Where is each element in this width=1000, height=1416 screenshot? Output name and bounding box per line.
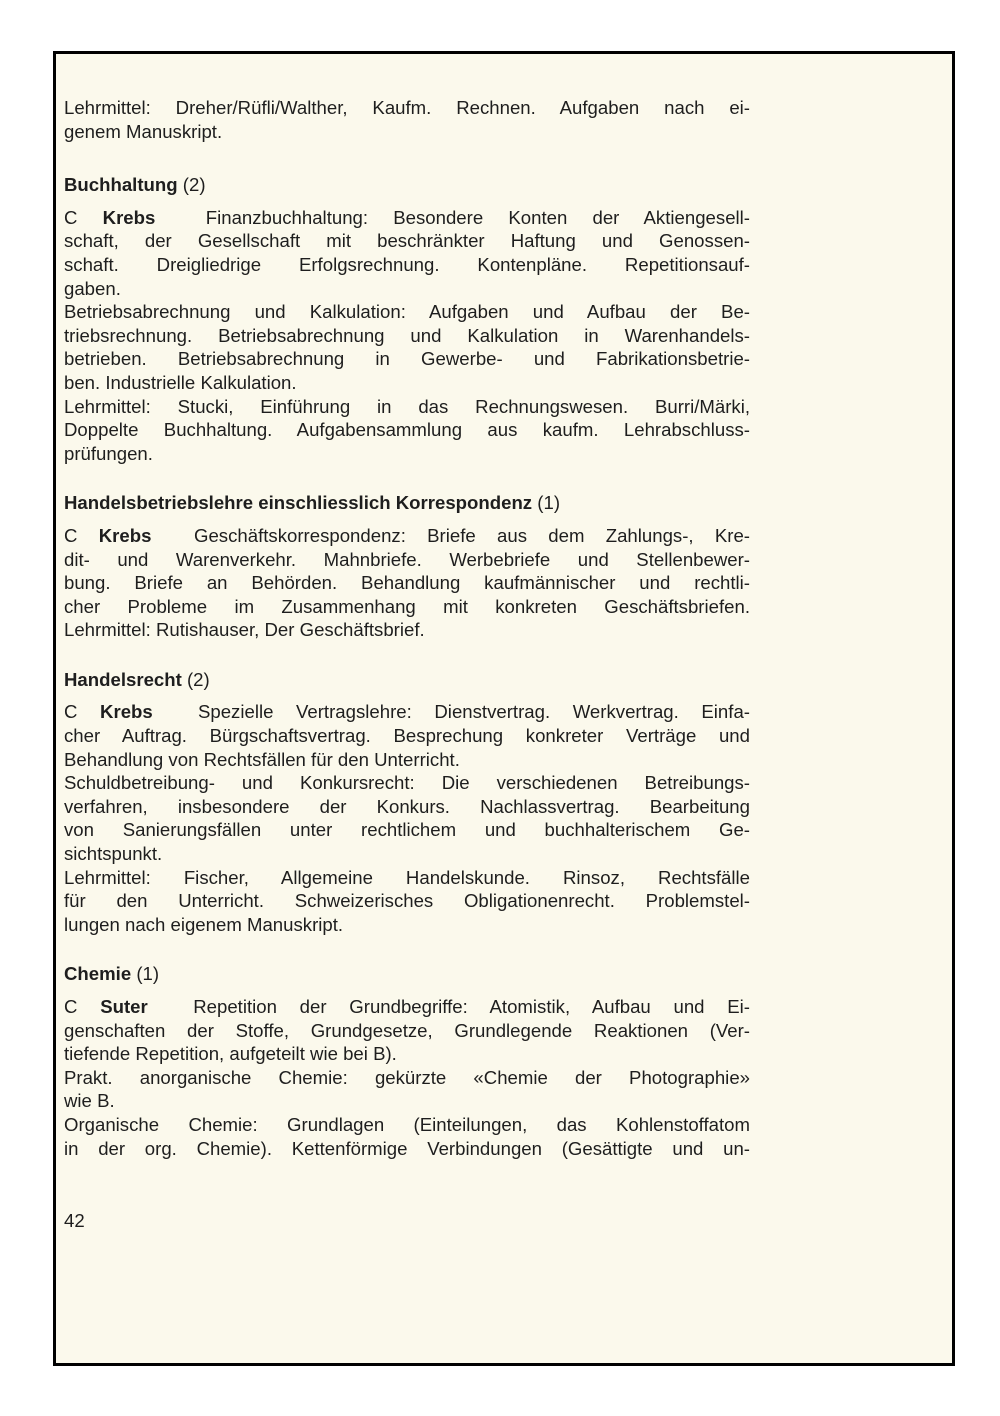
- teacher-name: Krebs: [102, 206, 156, 228]
- page-content: [64, 96, 750, 1160]
- body-line: für den Unterricht. Schweizerisches Obligationenrecht. Problemstel-: [64, 890, 750, 912]
- section-title: Buchhaltung: [64, 174, 178, 196]
- body-line: genschaften der Stoffe, Grundgesetze, Grundlegende Reaktionen (Ver-: [64, 1019, 750, 1041]
- body-line: Lehrmittel: Fischer, Allgemeine Handelskunde. Rinsoz, Rechtsfälle: [64, 866, 750, 888]
- body-line: cher Probleme im Zusammenhang mit konkreten Geschäftsbriefen.: [64, 595, 750, 617]
- section-first-line: [64, 524, 750, 548]
- body-line: Prakt. anorganische Chemie: gekürzte «Chemie der Photographie»: [64, 1066, 750, 1088]
- first-line-text: Repetition der Grundbegriffe: Atomistik, Aufbau und Ei-: [193, 996, 750, 1017]
- body-line: prüfungen.: [64, 442, 153, 464]
- body-line: schaft, der Gesellschaft mit beschränkter Haftung und Genossen-: [64, 230, 750, 252]
- teacher-name: Krebs: [98, 524, 152, 546]
- body-line: Lehrmittel: Stucki, Einführung in das Rechnungswesen. Burri/Märki,: [64, 395, 750, 417]
- first-line-text: Finanzbuchhaltung: Besondere Konten der Aktiengesell-: [205, 206, 750, 228]
- intro-line: Lehrmittel: Dreher/Rüfli/Walther, Kaufm. Rechnen. Aufgaben nach ei-: [64, 97, 750, 118]
- section-first-line: [64, 995, 750, 1019]
- body-line: in der org. Chemie). Kettenförmige Verbindungen (Gesättigte und un-: [64, 1137, 750, 1159]
- section-heading: [64, 668, 750, 692]
- body-line: Doppelte Buchhaltung. Aufgabensammlung aus kaufm. Lehrabschluss-: [64, 419, 750, 441]
- class-label: C: [64, 206, 78, 228]
- section-heading: [64, 491, 750, 515]
- section-heading: [64, 173, 750, 197]
- body-line: triebsrechnung. Betriebsabrechnung und Kalkulation in Warenhandels-: [64, 324, 750, 346]
- body-line: Betriebsabrechnung und Kalkulation: Aufgaben und Aufbau der Be-: [64, 301, 750, 323]
- body-line: tiefende Repetition, aufgeteilt wie bei B).: [64, 1043, 397, 1065]
- body-line: Lehrmittel: Rutishauser, Der Geschäftsbrief.: [64, 619, 425, 641]
- first-line-text: Geschäftskorrespondenz: Briefe aus dem Zahlungs-, Kre-: [194, 524, 750, 546]
- body-line: Organische Chemie: Grundlagen (Einteilungen, das Kohlenstoffatom: [64, 1113, 750, 1135]
- body-line: lungen nach eigenem Manuskript.: [64, 913, 344, 935]
- body-line: schaft. Dreigliedrige Erfolgsrechnung. Kontenpläne. Repetitionsauf-: [64, 253, 750, 275]
- section-hours: (2): [182, 174, 206, 196]
- teacher-name: Suter: [100, 996, 148, 1017]
- class-label: C: [64, 996, 78, 1017]
- body-line: betrieben. Betriebsabrechnung in Gewerbe- und Fabrikationsbetrie-: [64, 348, 750, 370]
- first-line-text: Spezielle Vertragslehre: Dienstvertrag. Werkvertrag. Einfa-: [197, 701, 750, 723]
- intro-line: genem Manuskript.: [64, 120, 223, 142]
- body-line: dit- und Warenverkehr. Mahnbriefe. Werbebriefe und Stellenbewer-: [64, 548, 750, 570]
- section-first-line: [64, 700, 750, 724]
- body-line: ben. Industrielle Kalkulation.: [64, 371, 297, 393]
- body-line: sichtspunkt.: [64, 843, 163, 865]
- section-first-line: [64, 206, 750, 230]
- body-line: Behandlung von Rechtsfällen für den Unterricht.: [64, 748, 460, 770]
- body-line: von Sanierungsfällen unter rechtlichem und buchhalterischem Ge-: [64, 819, 750, 841]
- section-title: Handelsrecht: [64, 668, 182, 690]
- body-line: cher Auftrag. Bürgschaftsvertrag. Besprechung konkreter Verträge und: [64, 725, 750, 747]
- section-title: Handelsbetriebslehre einschliesslich Korrespondenz: [64, 492, 533, 514]
- section-hours: (1): [537, 492, 561, 514]
- section-heading: [64, 962, 750, 986]
- section-hours: (1): [136, 963, 160, 985]
- teacher-name: Krebs: [100, 701, 153, 723]
- body-line: gaben.: [64, 277, 121, 299]
- section-hours: (2): [186, 668, 210, 690]
- page-number: 42: [64, 1210, 85, 1231]
- body-line: wie B.: [64, 1090, 115, 1112]
- class-label: C: [64, 701, 78, 723]
- class-label: C: [64, 524, 78, 546]
- body-line: Schuldbetreibung- und Konkursrecht: Die verschiedenen Betreibungs-: [64, 772, 750, 794]
- section-title: Chemie: [64, 963, 132, 985]
- body-line: verfahren, insbesondere der Konkurs. Nachlassvertrag. Bearbeitung: [64, 795, 750, 817]
- body-line: bung. Briefe an Behörden. Behandlung kaufmännischer und rechtli-: [64, 572, 750, 594]
